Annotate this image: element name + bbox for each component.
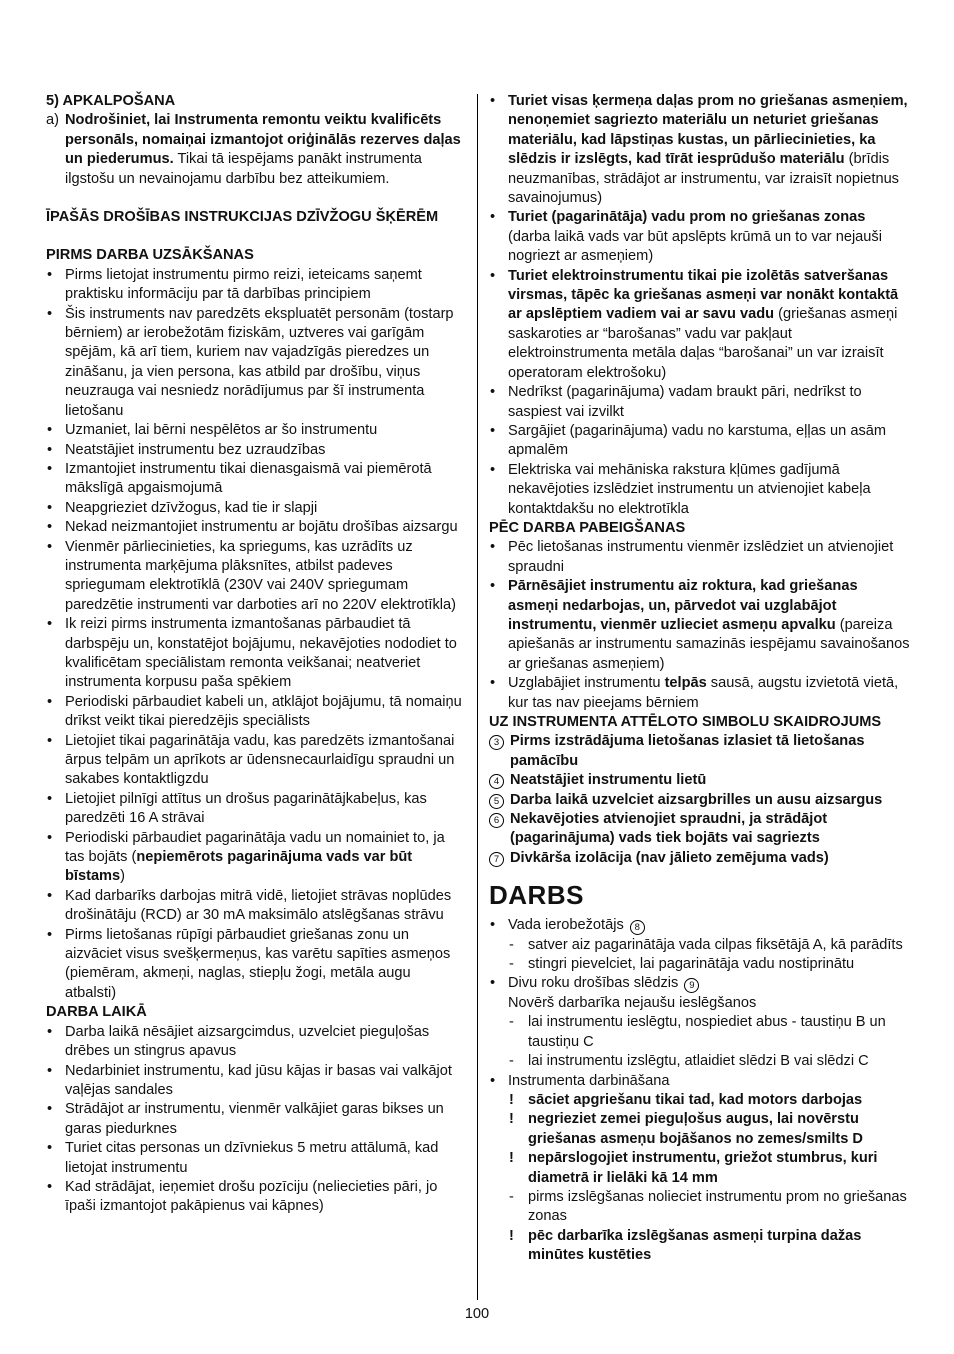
section-5-item-a <box>46 111 464 189</box>
warning-item <box>489 1110 911 1149</box>
item-bold-text: nepiemērots pagarinājuma vads var būt bīstams <box>65 849 413 885</box>
item-bold-text: Turiet visas ķermeņa daļas prom no griešanas asmeņiem, nenoņemiet sagriezto materiālu un neturiet griešanas materiālu, kad lāpstiņas kustas, un pārliecinieties, ka slēdzis ir izslēgts, kad tīrāt iesprūdušo materiālu <box>508 93 908 168</box>
before-work-list <box>46 266 464 1003</box>
item-text: Vada ierobežotājs <box>508 917 624 934</box>
symbol-text: Pirms izstrādājuma lietošanas izlasiet tā lietošanas pamācību <box>510 733 865 769</box>
warning-item <box>489 1227 911 1266</box>
dash-mark: - <box>509 1053 514 1070</box>
during-work-title: DARBA LAIKĀ <box>46 1004 147 1021</box>
item-bold-text: telpās <box>664 675 707 692</box>
list-item: • Neatstājiet instrumentu bez uzraudzības <box>46 441 464 460</box>
list-item: • Lietojiet pilnīgi attītus un drošus pagarinātājkabeļus, kas paredzēti 16 A strāvai <box>46 790 464 829</box>
number-circle-icon: 3 <box>489 735 504 750</box>
left-column <box>46 92 464 1217</box>
item-text: (griešanas asmeņi saskaroties ar “barošanas” vadu var pakļaut elektroinstrumenta metāla daļas “barošanai” un var izraisīt operatoram elektrošoku) <box>508 306 898 381</box>
exclamation-mark: ! <box>509 1227 514 1244</box>
symbol-text: Neatstājiet instrumentu lietū <box>510 772 707 789</box>
darbs-list <box>489 1072 911 1091</box>
warning-item <box>489 1091 911 1110</box>
dash-mark: - <box>509 936 514 953</box>
after-work-list <box>489 538 911 713</box>
list-item: • Instrumenta darbināšana <box>489 1072 911 1091</box>
list-item: • Nedarbiniet instrumentu, kad jūsu kājas ir basas vai valkājot vaļējas sandales <box>46 1062 464 1101</box>
dash-mark: - <box>509 1014 514 1031</box>
item-text: Tikai tā iespējams panākt instrumenta ilgstošu un nevainojamu darbību bez atteikumiem. <box>65 151 422 187</box>
list-item: • Kad darbarīks darbojas mitrā vidē, lietojiet strāvas noplūdes drošinātāju (RCD) ar 30 mA maksimālo atslēgšanas strāvu <box>46 887 464 926</box>
list-item: • Pirms lietošanas rūpīgi pārbaudiet griešanas zonu un aizvāciet visus svešķermeņus, kas varētu sapīties asmeņos (piemēram, akmeņi, naglas, stiepļu žogi, metāla augu atbalsti) <box>46 926 464 1004</box>
item-text: Divu roku drošības slēdzis <box>508 975 679 992</box>
darbs-heading: DARBS <box>489 880 584 911</box>
dash-item <box>489 936 911 955</box>
special-instructions-title: ĪPAŠĀS DROŠĪBAS INSTRUKCIJAS DZĪVŽOGU ŠĶĒRĒM <box>46 209 439 226</box>
symbol-text: Divkārša izolācija (nav jālieto zemējuma vads) <box>510 849 829 866</box>
switch-description: Novērš darbarīka nejaušu ieslēgšanos <box>508 994 757 1011</box>
item-text: Uzglabājiet instrumentu <box>508 675 665 692</box>
list-item: • Periodiski pārbaudiet kabeli un, atklājot bojājumu, tā nomaiņu drīkst veikt tikai pieredzējis speciālists <box>46 693 464 732</box>
darbs-list <box>489 916 911 935</box>
item-text: Periodiski pārbaudiet pagarinātāja vadu un nomainiet to, ja tas bojāts ( <box>65 829 445 866</box>
dash-item <box>489 955 911 974</box>
exclamation-mark: ! <box>509 1091 514 1108</box>
item-text-end: ) <box>120 868 126 885</box>
section-5-title: 5) APKALPOŠANA <box>46 93 176 109</box>
item-bold-text: Turiet elektroinstrumentu tikai pie izolētās satveršanas virsmas, tāpēc ka griešanas asmeņi var nonākt kontaktā ar apslēptiem vadiem vai ar savu vadu <box>508 267 899 323</box>
list-item: • Nedrīkst (pagarinājuma) vadam braukt pāri, nedrīkst to saspiest vai izvilkt <box>489 383 911 422</box>
list-item <box>489 674 911 713</box>
list-item: • Darba laikā nēsājiet aizsargcimdus, uzvelciet pieguļošas drēbes un stingrus apavus <box>46 1023 464 1062</box>
exclamation-mark: ! <box>509 1150 514 1167</box>
dash-text: pirms izslēgšanas nolieciet instrumentu prom no griešanas zonas <box>528 1188 907 1225</box>
before-work-title: PIRMS DARBA UZSĀKŠANAS <box>46 247 254 264</box>
symbol-item <box>489 791 911 810</box>
list-item <box>46 829 464 887</box>
number-circle-icon: 4 <box>489 774 504 789</box>
dash-item <box>489 1013 911 1052</box>
number-circle-icon: 5 <box>489 794 504 809</box>
during-work-list-continued <box>489 92 911 519</box>
list-item: • Turiet citas personas un dzīvniekus 5 metru attālumā, kad lietojat instrumentu <box>46 1139 464 1178</box>
warning-text: sāciet apgriešanu tikai tad, kad motors darbojas <box>528 1091 863 1108</box>
list-item: • Izmantojiet instrumentu tikai dienasgaismā vai piemērotā mākslīgā apgaismojumā <box>46 460 464 499</box>
list-item: • Elektriska vai mehāniska rakstura kļūmes gadījumā nekavējoties izslēdziet instrumentu un atvienojiet kabeļa kontaktdakšu no elektrotīkla <box>489 461 911 519</box>
symbol-item <box>489 849 911 868</box>
number-circle-icon: 6 <box>489 813 504 828</box>
symbols-list <box>489 732 911 868</box>
list-item: • Sargājiet (pagarinājuma) vadu no karstuma, eļļas un asām apmalēm <box>489 422 911 461</box>
symbols-title: UZ INSTRUMENTA ATTĒLOTO SIMBOLU SKAIDROJUMS <box>489 714 882 730</box>
number-circle-icon: 8 <box>630 920 645 935</box>
dash-text: stingri pievelciet, lai pagarinātāja vadu nostiprinātu <box>528 956 855 973</box>
symbol-item <box>489 771 911 790</box>
item-text: (pareiza apiešanās ar instrumentu samazinās iespējamu savainošanos ar griešanas asmeņiem) <box>508 616 910 672</box>
symbol-text: Darba laikā uzvelciet aizsargbrilles un ausu aizsargus <box>510 791 883 808</box>
list-item: • Uzmaniet, lai bērni nespēlētos ar šo instrumentu <box>46 421 464 440</box>
dash-text: lai instrumentu izslēgtu, atlaidiet slēdzi B vai slēdzi C <box>528 1053 869 1070</box>
item-bold-text: Turiet (pagarinātāja) vadu prom no griešanas zonas <box>508 209 866 226</box>
number-circle-icon: 9 <box>684 978 699 993</box>
list-item: • Ik reizi pirms instrumenta izmantošanas pārbaudiet tā darbspēju un, konstatējot bojājumu, nekavējoties nododiet to kvalificētam speciālistam remonta veikšanai; neatveriet instrumenta korpusu paša spēkiem <box>46 615 464 693</box>
after-work-title: PĒC DARBA PABEIGŠANAS <box>489 519 686 536</box>
number-circle-icon: 7 <box>489 852 504 867</box>
list-item <box>489 916 911 935</box>
warning-text: negrieziet zemei pieguļošus augus, lai novērstu griešanas asmeņu bojāšanos no zemes/smilts D <box>528 1111 863 1147</box>
exclamation-mark: ! <box>509 1111 514 1128</box>
list-item: • Vienmēr pārliecinieties, ka spriegums, kas uzrādīts uz instrumenta marķējuma plāksnītes, atbilst padeves spriegumam elektrotīklā (230V vai 240V spriegumam paredzētie instrumenti var darboties arī no 220V elektrotīkla) <box>46 538 464 616</box>
warning-text: nepārslogojiet instrumentu, griežot stumbrus, kuri diametrā ir lielāki kā 14 mm <box>528 1150 878 1186</box>
dash-text: satver aiz pagarinātāja vada cilpas fiksētājā A, kā parādīts <box>528 936 903 953</box>
list-item: • Pirms lietojat instrumentu pirmo reizi, ieteicams saņemt praktisku informāciju par tā darbības principiem <box>46 266 464 305</box>
symbol-item <box>489 732 911 771</box>
list-item: • Pēc lietošanas instrumentu vienmēr izslēdziet un atvienojiet spraudni <box>489 538 911 577</box>
item-text: (darba laikā vads var būt apslēpts krūmā un to var nejauši nogriezt ar asmeņiem) <box>508 228 882 265</box>
list-item: • Lietojiet tikai pagarinātāja vadu, kas paredzēts izmantošanai ārpus telpām un aprīkots ar ūdensnecaurlaidīgu spraudni un sakabes kontaktligzdu <box>46 732 464 790</box>
darbs-list <box>489 974 911 993</box>
column-divider <box>477 94 478 1300</box>
dash-item <box>489 1188 911 1227</box>
item-text: sausā, augstu izvietotā vietā, kur tas nav pieejams bērniem <box>508 675 899 711</box>
warning-text: pēc darbarīka izslēgšanas asmeņi turpina dažas minūtes kustēties <box>528 1227 862 1264</box>
during-work-list <box>46 1023 464 1217</box>
list-item <box>489 974 911 993</box>
list-item: • Strādājot ar instrumentu, vienmēr valkājiet garas bikses un garas piedurknes <box>46 1100 464 1139</box>
symbol-text: Nekavējoties atvienojiet spraudni, ja strādājot (pagarinājuma) vads tiek bojāts vai sagriezts <box>510 811 828 847</box>
list-item: • Šis instruments nav paredzēts ekspluatēt personām (tostarp bērniem) ar ierobežotām fiziskām, uztveres vai garīgām spējām, kā arī tiem, kuriem nav vajadzīgās pieredzes un zināšanu, ja vien persona, kas atbild par drošību, viņus neuzrauga vai nesniedz norādījumus par šī instrumenta lietošanu <box>46 305 464 421</box>
item-label: a) <box>46 112 59 129</box>
symbol-item <box>489 810 911 849</box>
item-text: (brīdis neuzmanības, strādājot ar instrumentu, var izraisīt nopietnus savainojumus) <box>508 151 899 207</box>
dash-item <box>489 1052 911 1071</box>
list-item <box>489 267 911 383</box>
list-item <box>489 208 911 266</box>
warning-item <box>489 1149 911 1188</box>
dash-mark: - <box>509 956 514 973</box>
page-number: 100 <box>464 1306 490 1322</box>
dash-mark: - <box>509 1188 514 1205</box>
list-item: • Neapgrieziet dzīvžogus, kad tie ir slapji <box>46 499 464 518</box>
list-item <box>489 577 911 674</box>
item-bold-text: Nodrošiniet, lai Instrumenta remontu veiktu kvalificēts personāls, nomaiņai izmantojot oriģinālās rezerves daļas un piederumus. <box>65 112 461 168</box>
right-column <box>489 92 911 1266</box>
dash-text: lai instrumentu ieslēgtu, nospiediet abus - taustiņu B un taustiņu C <box>528 1014 886 1050</box>
list-item <box>489 92 911 208</box>
list-item: • Kad strādājat, ieņemiet drošu pozīciju (neliecieties pāri, jo īpaši izmantojot pakāpienus vai kāpnes) <box>46 1178 464 1217</box>
item-bold-text: Pārnēsājiet instrumentu aiz roktura, kad griešanas asmeņi nedarbojas, un, pārvedot vai uzglabājot instrumentu, vienmēr uzlieciet asmeņu apvalku <box>508 578 858 633</box>
list-item: • Nekad neizmantojiet instrumentu ar bojātu drošības aizsargu <box>46 518 464 537</box>
